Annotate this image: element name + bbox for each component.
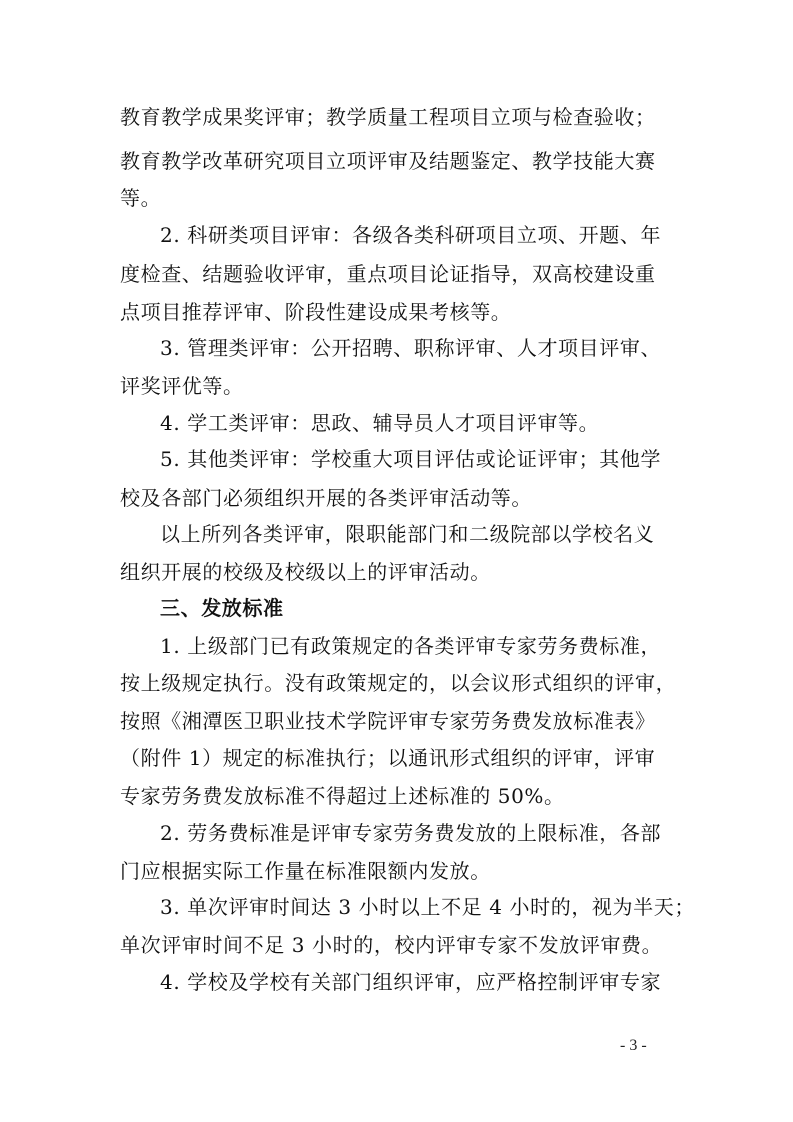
text-line-11: 校及各部门必须组织开展的各类评审活动等。 [120, 486, 532, 510]
text-line-15: 1. 上级部门已有政策规定的各类评审专家劳务费标准， [160, 634, 662, 658]
text-line-22: 3. 单次评审时间达 3 小时以上不足 4 小时的，视为半天； [160, 895, 695, 919]
text-line-8: 评奖评优等。 [120, 374, 244, 398]
text-line-7: 3. 管理类评审：公开招聘、职称评审、人才项目评审、 [160, 336, 662, 360]
text-line-10: 5. 其他类评审：学校重大项目评估或论证评审；其他学 [160, 447, 662, 471]
text-line-5: 度检查、结题验收评审，重点项目论证指导，双高校建设重 [120, 262, 656, 286]
text-line-9: 4. 学工类评审：思政、辅导员人才项目评审等。 [160, 411, 600, 435]
text-line-6: 点项目推荐评审、阶段性建设成果考核等。 [120, 300, 512, 324]
text-line-24: 4. 学校及学校有关部门组织评审，应严格控制评审专家 [160, 970, 662, 994]
section-heading: 三、发放标准 [160, 596, 284, 620]
text-line-3: 等。 [120, 186, 162, 210]
text-line-17: 按照《湘潭医卫职业技术学院评审专家劳务费发放标准表》 [120, 709, 656, 733]
page-number: - 3 - [620, 1037, 647, 1054]
text-line-13: 组织开展的校级及校级以上的评审活动。 [120, 560, 491, 584]
text-line-2: 教育教学改革研究项目立项评审及结题鉴定、教学技能大赛 [120, 149, 656, 173]
text-line-16: 按上级规定执行。没有政策规定的，以会议形式组织的评审， [120, 671, 677, 695]
text-line-18: （附件 1）规定的标准执行；以通讯形式组织的评审，评审 [120, 746, 656, 770]
text-line-12: 以上所列各类评审，限职能部门和二级院部以学校名义 [160, 522, 655, 546]
text-line-4: 2. 科研类项目评审：各级各类科研项目立项、开题、年 [160, 223, 662, 247]
text-line-21: 门应根据实际工作量在标准限额内发放。 [120, 859, 491, 883]
text-line-20: 2. 劳务费标准是评审专家劳务费发放的上限标准，各部 [160, 821, 662, 845]
text-line-19: 专家劳务费发放标准不得超过上述标准的 50%。 [120, 784, 565, 808]
text-line-1: 教育教学成果奖评审；教学质量工程项目立项与检查验收； [120, 105, 656, 129]
text-line-23: 单次评审时间不足 3 小时的，校内评审专家不发放评审费。 [120, 933, 663, 957]
